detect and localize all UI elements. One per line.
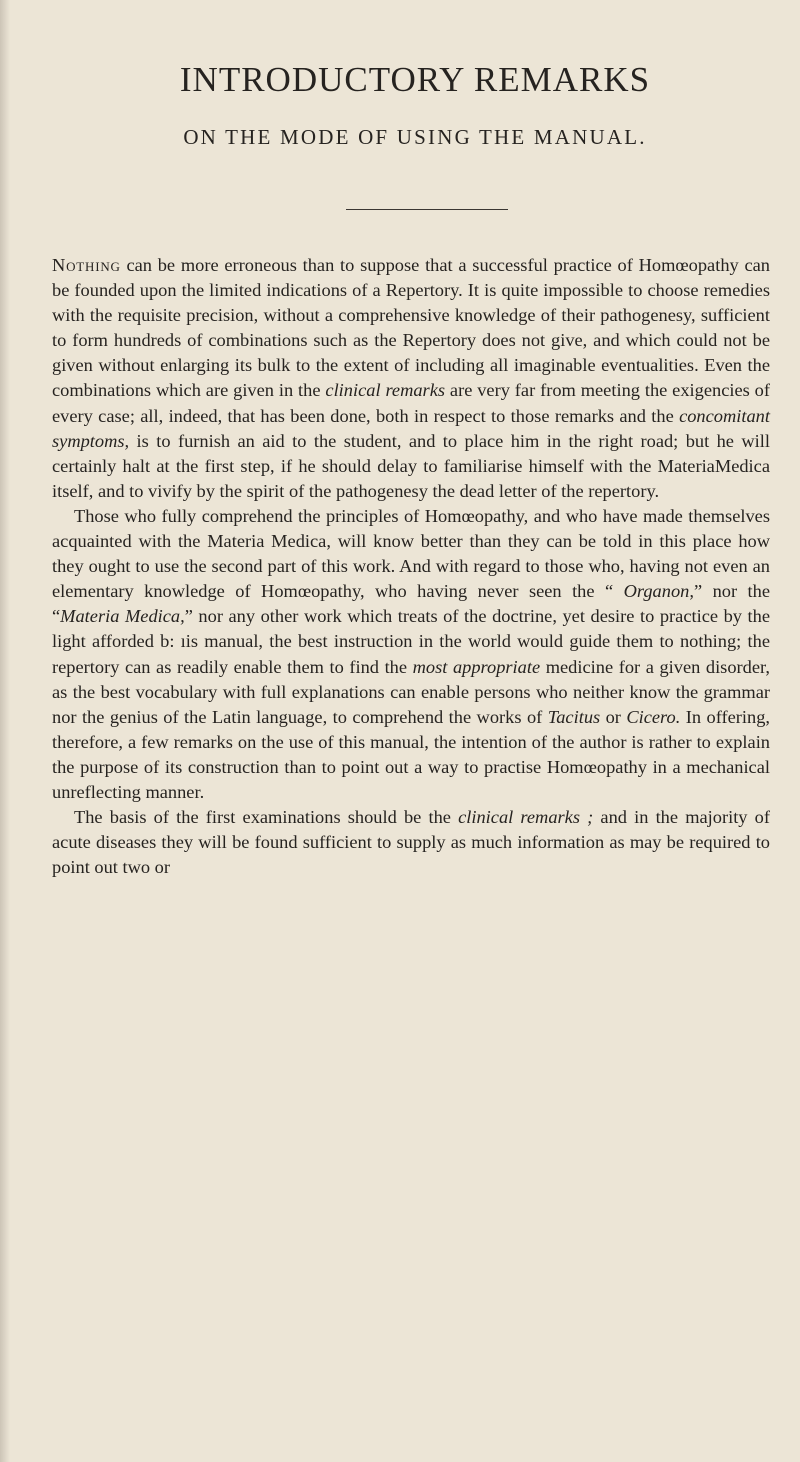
lead-word: Nothing	[52, 255, 121, 275]
italic-phrase: Organon,	[623, 581, 694, 602]
paragraph-1: Nothing can be more erroneous than to suppose that a successful practice of Homœopathy can be founded upon the limited indications of a Repertory. It is quite impossible to choose remedies with the requisite precision, without a comprehensive knowledge of their pathogenesy, sufficient to form hundreds of combinations such as the Repertory does not give, and which could not be given without enlarging its bulk to the extent of including all imaginable eventualities. Even the combinations which are given in the clinical remarks are very far from meeting the exigencies of every case; all, indeed, that has been done, both in respect to those remarks and the concomitant symptoms, is to furnish an aid to the student, and to place him in the right road; but he will certainly halt at the first step, if he should delay to familiarise himself with the MateriaMedica itself, and to vivify by the spirit of the pathogenesy the dead letter of the repertory.	[52, 255, 770, 501]
italic-phrase: Cicero.	[626, 706, 681, 727]
paragraph-3: The basis of the first examinations should be the clinical remarks ; and in the majority of acute diseases they will be found sufficient to supply as much information as may be required to point out two or	[52, 807, 770, 878]
italic-phrase: Tacitus	[547, 706, 601, 727]
page-subtitle: ON THE MODE OF USING THE MANUAL.	[183, 125, 647, 149]
paragraph-2: Those who fully comprehend the principles of Homœopathy, and who have made themselves acquainted with the Materia Medica, will know better than they can be told in this place how they ought to use the second part of this work. And with regard to those who, having not even an elementary knowledge of Homœopathy, who having never seen the “ Organon,” nor the “Materia Medica,” nor any other work which treats of the doctrine, yet desire to practice by the light afforded b: ıis manual, the best instruction in the world would guide them to nothing; the repertory can as readily enable them to find the most appropriate medicine for a given disorder, as the best vocabulary with full explanations can enable persons who neither know the grammar nor the genius of the Latin language, to comprehend the works of Tacitus or Cicero. In offering, therefore, a few remarks on the use of this manual, the intention of the author is rather to explain the purpose of its construction than to point out a way to practise Homœopathy in a mechanical unreflecting manner.	[52, 505, 771, 802]
page-edge-shadow	[0, 0, 10, 1462]
italic-phrase: concomitant symptoms,	[52, 405, 770, 451]
section-divider	[346, 209, 508, 210]
italic-phrase: most appropriate	[412, 656, 541, 677]
italic-phrase: clinical remarks	[325, 380, 446, 401]
page-title: INTRODUCTORY REMARKS	[179, 60, 651, 99]
italic-phrase: Materia Medica,	[60, 606, 185, 627]
italic-phrase: clinical remarks ;	[458, 807, 594, 828]
body-text	[52, 253, 770, 880]
